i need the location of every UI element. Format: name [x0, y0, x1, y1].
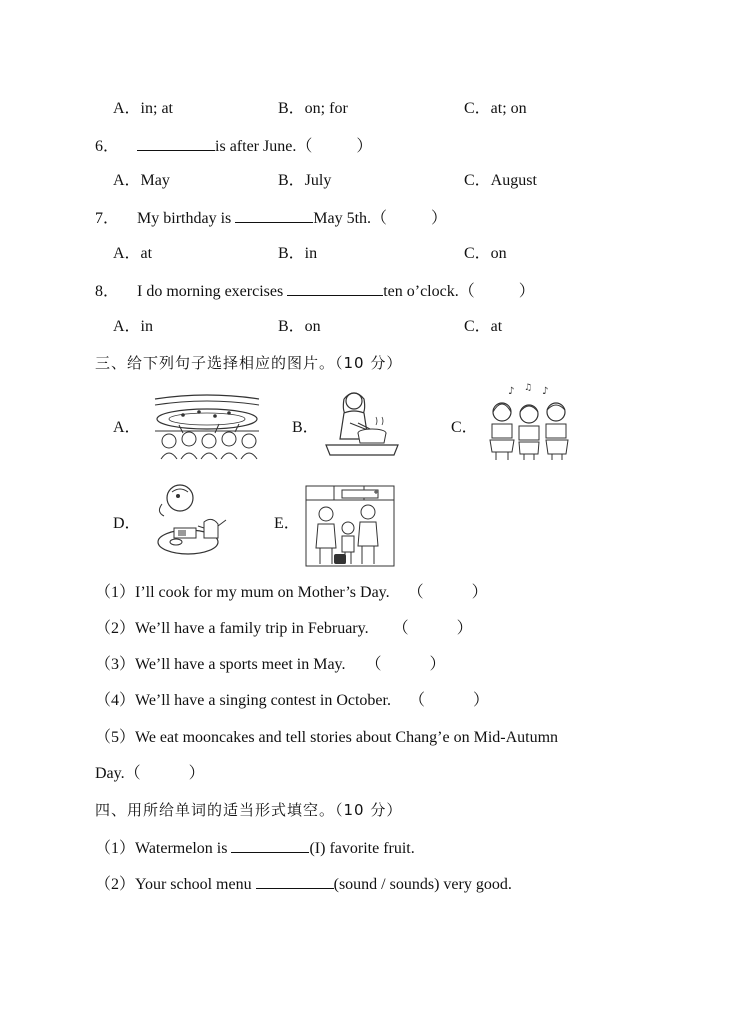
family-trip-picture	[304, 484, 396, 568]
item-text: (I) favorite fruit.	[309, 840, 415, 857]
q8-option-c: C．at	[464, 318, 503, 335]
q5-option-a: A．in; at	[113, 100, 173, 117]
question-7	[95, 207, 447, 229]
answer-blank[interactable]	[235, 207, 313, 223]
item-text: （1）Watermelon is	[95, 840, 228, 857]
section-3-item-5-continued[interactable]: Day.（ ）	[95, 765, 205, 782]
answer-paren[interactable]: （ ）	[408, 692, 489, 709]
item-text: （3）We’ll have a sports meet in May.	[95, 656, 346, 673]
question-text: ten o’clock.（	[383, 283, 475, 300]
cooking-picture	[322, 387, 402, 463]
q5-option-c: C．at; on	[464, 100, 527, 117]
question-text: is after June.（	[215, 138, 313, 155]
mid-autumn-picture	[152, 482, 228, 562]
item-text: （4）We’ll have a singing contest in October.	[95, 692, 391, 709]
item-text: (sound / sounds) very good.	[333, 876, 512, 893]
picture-label-b: B．	[292, 419, 319, 436]
q7-option-a: A．at	[113, 245, 153, 262]
item-text: （1）I’ll cook for my mum on Mother’s Day.	[95, 584, 390, 601]
section-3-item-3	[95, 655, 446, 675]
q5-option-b: B．on; for	[278, 100, 348, 117]
picture-label-e: E．	[274, 515, 300, 532]
question-number: 8．	[95, 283, 120, 300]
picture-label-c: C．	[451, 419, 478, 436]
question-text: May 5th.（	[313, 210, 388, 227]
item-text: （2）We’ll have a family trip in February.	[95, 620, 369, 637]
item-text: （2）Your school menu	[95, 876, 252, 893]
question-text: My birthday is	[137, 210, 232, 227]
paren-close: ）	[356, 138, 373, 155]
q6-option-a: A．May	[113, 172, 170, 189]
question-number: 7．	[95, 210, 120, 227]
section-3-title: 三、给下列句子选择相应的图片。（10 分）	[95, 354, 403, 372]
paren-close: ）	[518, 283, 535, 300]
section-3-item-2	[95, 619, 473, 639]
question-6	[95, 135, 372, 157]
section-4-title: 四、用所给单词的适当形式填空。（10 分）	[95, 801, 403, 819]
answer-blank[interactable]	[287, 280, 383, 296]
section-3-item-1	[95, 583, 488, 603]
paren-close: ）	[431, 210, 448, 227]
sports-meet-picture	[153, 393, 261, 461]
answer-paren[interactable]: （ ）	[392, 620, 473, 637]
answer-paren[interactable]: （ ）	[407, 584, 488, 601]
q7-option-b: B．in	[278, 245, 318, 262]
q7-option-c: C．on	[464, 245, 507, 262]
question-text: I do morning exercises	[137, 283, 284, 300]
singing-picture	[486, 382, 572, 462]
q6-option-c: C．August	[464, 172, 537, 189]
q6-option-b: B．July	[278, 172, 332, 189]
answer-paren[interactable]: （ ）	[365, 656, 446, 673]
picture-label-d: D．	[113, 515, 141, 532]
answer-blank[interactable]	[137, 135, 215, 151]
svg-text:♪: ♪	[508, 386, 515, 397]
q8-option-b: B．on	[278, 318, 321, 335]
section-4-item-2	[95, 873, 512, 895]
q8-option-a: A．in	[113, 318, 154, 335]
section-4-item-1	[95, 837, 415, 859]
answer-blank[interactable]	[231, 837, 309, 853]
svg-text:♫: ♫	[524, 383, 533, 393]
picture-label-a: A．	[113, 419, 141, 436]
section-3-item-4	[95, 691, 489, 711]
question-8	[95, 280, 535, 302]
svg-text:♪: ♪	[542, 386, 549, 397]
section-3-item-5: （5）We eat mooncakes and tell stories about Chang’e on Mid-Autumn	[95, 729, 559, 746]
question-number: 6．	[95, 138, 120, 155]
answer-blank[interactable]	[256, 873, 334, 889]
